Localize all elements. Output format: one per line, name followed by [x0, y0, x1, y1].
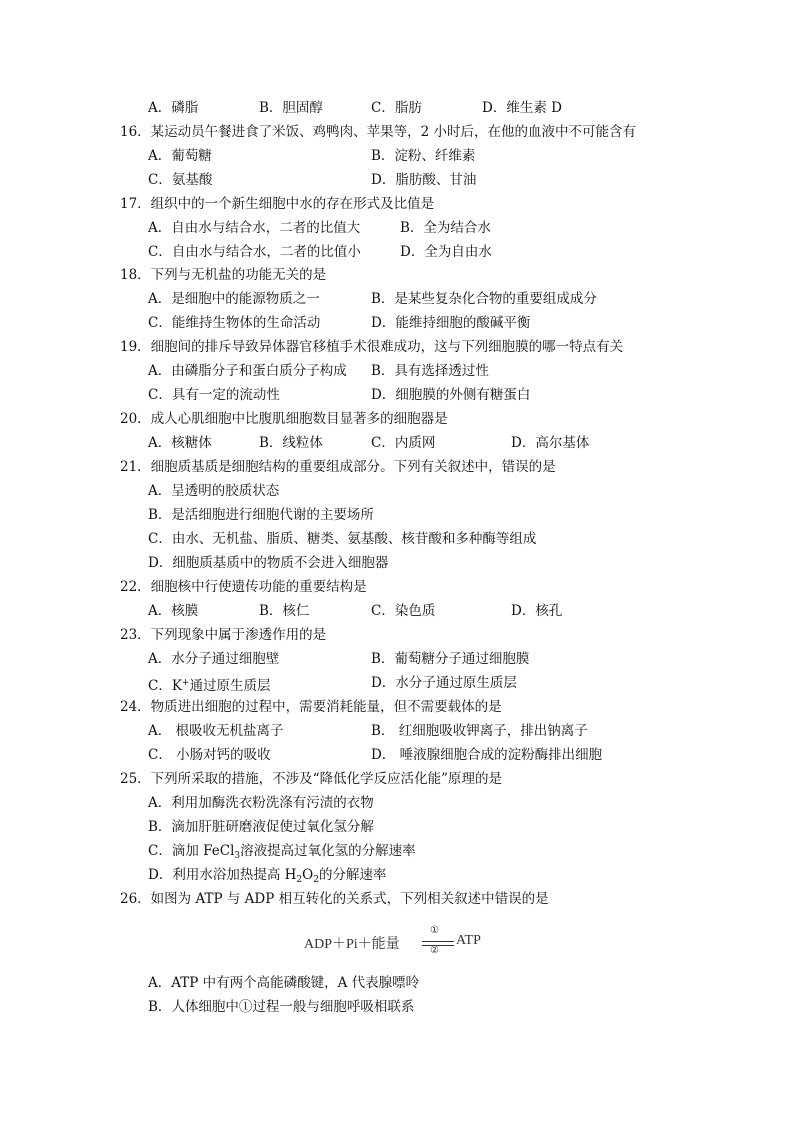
option-d: D．维生素 D	[482, 100, 562, 116]
option-c: C．由水、无机盐、脂质、糖类、氨基酸、核苷酸和多种酶等组成	[148, 531, 537, 547]
question-21-stem: 21．细胞质基质是细胞结构的重要组成部分。下列有关叙述中，错误的是	[120, 459, 556, 475]
option-b: B．淀粉、纤维素	[371, 148, 476, 164]
option-d: D．利用水浴加热提高 $H_2O_2$的分解速率	[148, 867, 387, 885]
option-c: C．能维持生物体的生命活动	[148, 315, 321, 331]
question-22-stem: 22．细胞核中行使遗传功能的重要结构是	[120, 579, 367, 595]
option-a: A．水分子通过细胞壁	[148, 651, 280, 667]
option-b: B．核仁	[259, 603, 310, 619]
option-b: B．是某些复杂化合物的重要组成成分	[371, 291, 597, 307]
option-c: C．K+通过原生质层	[148, 678, 271, 694]
option-a: A．自由水与结合水，二者的比值大	[148, 220, 361, 236]
reaction-2-label: ②	[430, 945, 439, 956]
option-a: A．呈透明的胶质状态	[148, 483, 280, 499]
option-b: B．滴加肝脏研磨液促使过氧化氢分解	[148, 819, 374, 835]
option-a: A． 根吸收无机盐离子	[148, 723, 284, 739]
option-d: D．能维持细胞的酸碱平衡	[371, 315, 531, 331]
option-d: D．高尔基体	[511, 435, 590, 451]
option-c: C． 小肠对钙的吸收	[148, 747, 271, 763]
option-d: D．脂肪酸、甘油	[371, 172, 477, 188]
reaction-1-label: ①	[430, 925, 439, 936]
option-a: A．葡萄糖	[148, 148, 212, 164]
option-a: A．核膜	[148, 603, 199, 619]
formula-right-side: ATP	[456, 933, 481, 948]
option-b: B．线粒体	[259, 435, 323, 451]
question-17-stem: 17．组织中的一个新生细胞中水的存在形式及比值是	[120, 196, 435, 212]
option-d: D．核孔	[511, 603, 563, 619]
option-c: C．氨基酸	[148, 172, 213, 188]
option-c: C．具有一定的流动性	[148, 387, 280, 403]
option-b: B． 红细胞吸收钾离子，排出钠离子	[371, 723, 588, 739]
question-16-stem: 16．某运动员午餐进食了米饭、鸡鸭肉、苹果等，2 小时后，在他的血液中不可能含有	[120, 124, 637, 140]
option-a: A．磷脂	[148, 100, 199, 116]
option-b: B．葡萄糖分子通过细胞膜	[371, 651, 530, 667]
option-c: C．滴加 FeCl$_3$溶液提高过氧化氢的分解速率	[148, 843, 416, 861]
option-d: D．水分子通过原生质层	[371, 675, 517, 691]
option-a: A．ATP 中有两个高能磷酸键，A 代表腺嘌呤	[148, 975, 420, 991]
question-23-stem: 23．下列现象中属于渗透作用的是	[120, 627, 327, 643]
option-a: A．是细胞中的能源物质之一	[148, 291, 320, 307]
option-b: B．胆固醇	[259, 100, 323, 116]
question-25-stem: 25．下列所采取的措施，不涉及“降低化学反应活化能”原理的是	[120, 771, 502, 787]
option-b: B．全为结合水	[400, 220, 491, 236]
atp-adp-formula	[304, 925, 504, 958]
question-20-stem: 20．成人心肌细胞中比腹肌细胞数目显著多的细胞器是	[120, 411, 448, 427]
option-a: A．利用加酶洗衣粉洗涤有污渍的衣物	[148, 795, 374, 811]
question-24-stem: 24．物质进出细胞的过程中，需要消耗能量，但不需要载体的是	[120, 699, 502, 715]
question-18-stem: 18．下列与无机盐的功能无关的是	[120, 267, 327, 283]
option-a: A．核糖体	[148, 435, 212, 451]
option-d: D．全为自由水	[400, 244, 492, 260]
option-a: A．由磷脂分子和蛋白质分子构成	[148, 363, 347, 379]
question-19-stem: 19．细胞间的排斥导致异体器官移植手术很难成功，这与下列细胞膜的哪一特点有关	[120, 339, 624, 355]
question-26-stem: 26．如图为 ATP 与 ADP 相互转化的关系式，下列相关叙述中错误的是	[120, 891, 549, 907]
option-c: C．脂肪	[371, 100, 422, 116]
option-d: D． 唾液腺细胞合成的淀粉酶排出细胞	[371, 747, 603, 763]
option-b: B．是活细胞进行细胞代谢的主要场所	[148, 507, 374, 523]
option-c: C．染色质	[371, 603, 436, 619]
formula-left-side: ADP＋Pi＋能量	[304, 937, 400, 952]
forward-arrow	[422, 941, 454, 942]
option-d: D．细胞质基质中的物质不会进入细胞器	[148, 555, 389, 571]
option-b: B．具有选择透过性	[371, 363, 489, 379]
option-b: B．人体细胞中①过程一般与细胞呼吸相联系	[148, 999, 415, 1015]
option-c: C．内质网	[371, 435, 436, 451]
option-d: D．细胞膜的外侧有糖蛋白	[371, 387, 531, 403]
option-c: C．自由水与结合水，二者的比值小	[148, 244, 361, 260]
